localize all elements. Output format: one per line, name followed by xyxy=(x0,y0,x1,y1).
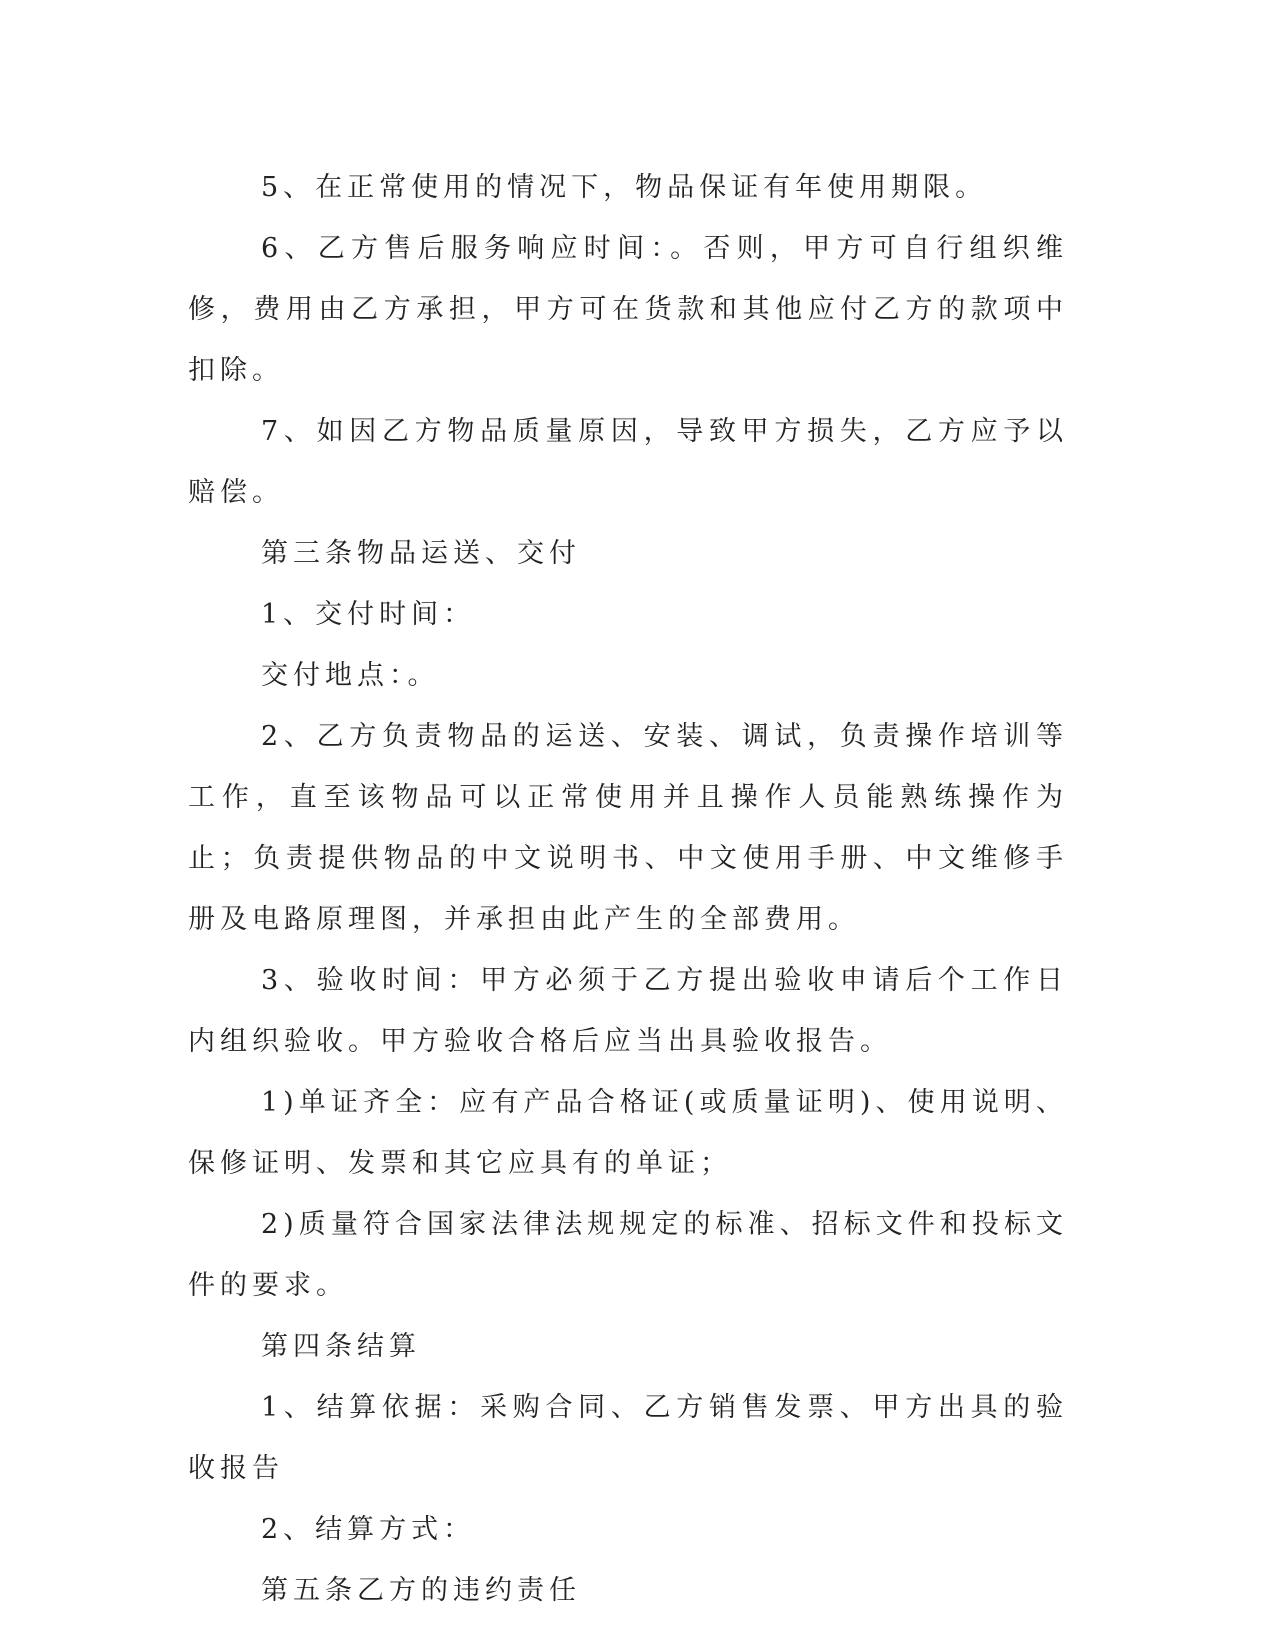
article-3-heading: 第三条物品运送、交付 xyxy=(261,538,581,569)
clause-quality-standards: 2)质量符合国家法律法规规定的标准、招标文件和投标文件的要求。 xyxy=(188,1209,1068,1301)
article-4-heading: 第四条结算 xyxy=(261,1331,421,1362)
clause-delivery-place: 交付地点：。 xyxy=(261,660,440,691)
clause-delivery-time: 1、交付时间： xyxy=(261,599,476,630)
article-5-heading: 第五条乙方的违约责任 xyxy=(261,1575,581,1606)
clause-after-sales-response: 6、乙方售后服务响应时间：。否则，甲方可自行组织维修，费用由乙方承担，甲方可在货款和其他应付乙方的款项中扣除。 xyxy=(188,233,1068,386)
clause-settlement-basis: 1、结算依据：采购合同、乙方销售发票、甲方出具的验收报告 xyxy=(188,1392,1068,1484)
document-body xyxy=(188,157,1068,1621)
clause-acceptance-time: 3、验收时间：甲方必须于乙方提出验收申请后个工作日内组织验收。甲方验收合格后应当出具验收报告。 xyxy=(188,965,1068,1057)
clause-documents-complete: 1)单证齐全：应有产品合格证(或质量证明)、使用说明、保修证明、发票和其它应具有的单证； xyxy=(188,1087,1068,1179)
clause-warranty-period: 5、在正常使用的情况下，物品保证有年使用期限。 xyxy=(261,172,988,203)
clause-transport-installation: 2、乙方负责物品的运送、安装、调试，负责操作培训等工作，直至该物品可以正常使用并且操作人员能熟练操作为止；负责提供物品的中文说明书、中文使用手册、中文维修手册及电路原理图，并承担由此产生的全部费用。 xyxy=(188,721,1068,935)
clause-settlement-method: 2、结算方式： xyxy=(261,1514,476,1545)
clause-quality-compensation: 7、如因乙方物品质量原因，导致甲方损失，乙方应予以赔偿。 xyxy=(188,416,1068,508)
